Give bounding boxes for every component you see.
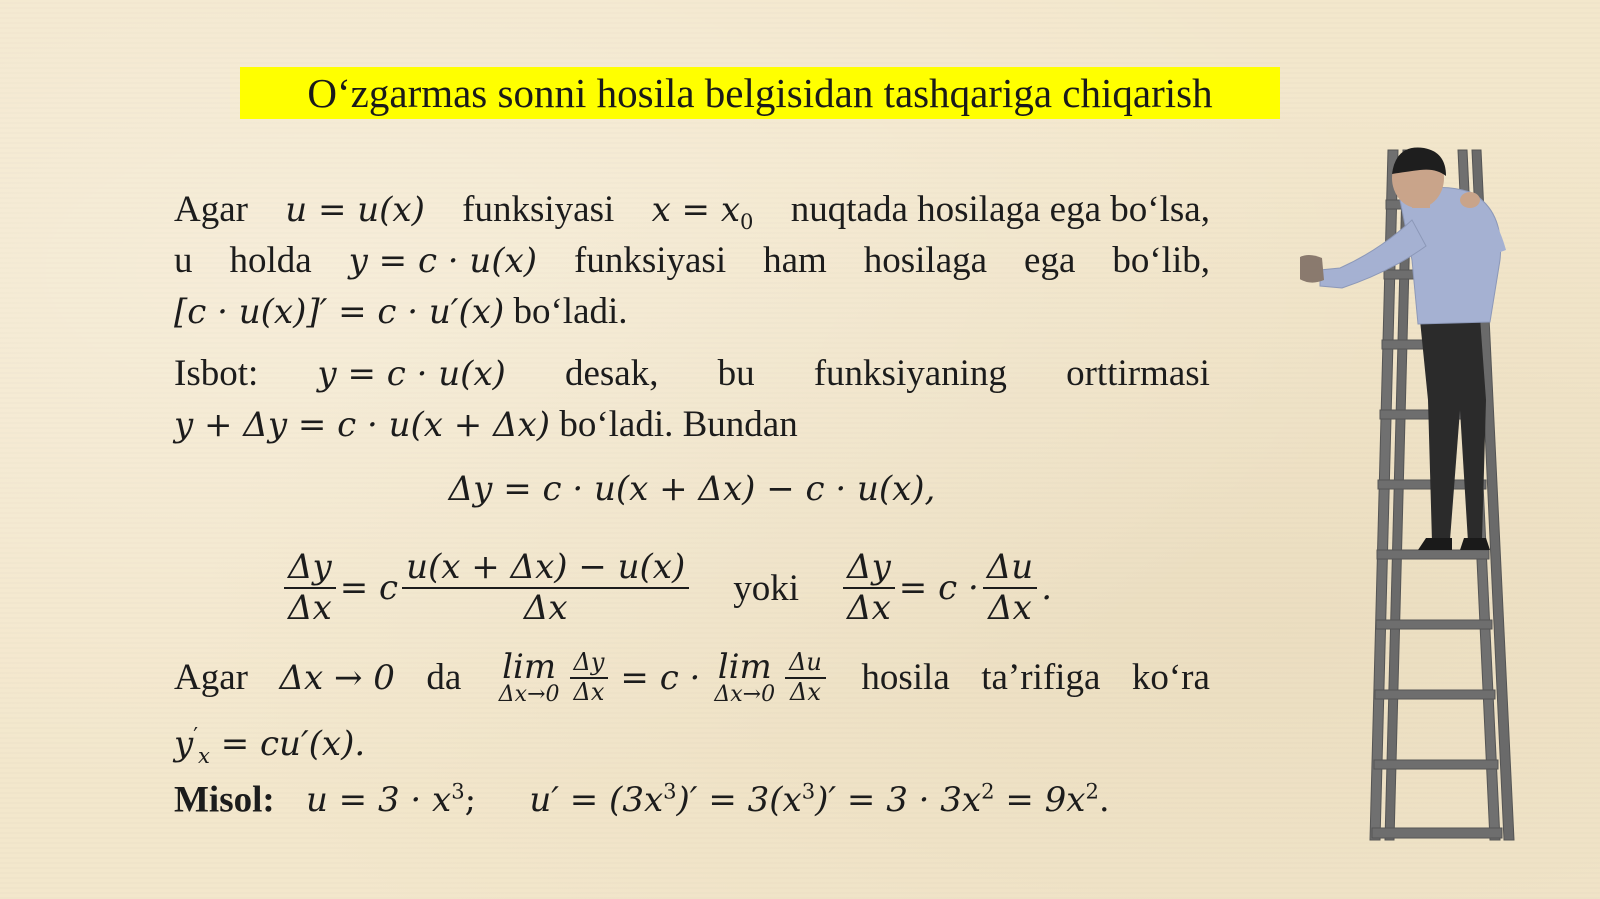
ex2-sup1: 3 — [663, 779, 677, 804]
formula-u-eq-ux: u = u(x) — [285, 190, 425, 230]
text-funksiyasi: funksiyasi — [462, 189, 615, 230]
prime: ′ — [193, 723, 199, 748]
fraction-denominator: Δx — [790, 678, 821, 706]
example-formula-2 — [529, 780, 1109, 820]
text-ega: ega — [1024, 240, 1076, 281]
equals-c-dot: = c · — [620, 658, 701, 698]
equation-fractions — [280, 540, 1100, 636]
ex1-sup: 3 — [451, 779, 465, 804]
example-line — [174, 768, 1210, 821]
fraction-dy-dx-2 — [843, 548, 895, 628]
text-u: u — [174, 240, 193, 281]
paragraph-line-5 — [174, 401, 1210, 449]
fraction-difference — [402, 548, 689, 628]
text-tarifiga: ta’rifiga — [981, 657, 1101, 698]
fraction-du-dx-small — [785, 649, 826, 706]
ex2-d: = 9x — [994, 780, 1086, 821]
fraction-denominator: Δx — [523, 588, 568, 628]
paragraph-line-1 — [174, 186, 1210, 234]
formula-y-eq-cux-2: y = c · u(x) — [317, 354, 506, 394]
formula-dx-to-zero: Δx → 0 — [279, 658, 395, 698]
text-boladi: bo‘ladi. — [513, 291, 628, 332]
formula-derivative-rule: [c · u(x)]′ = c · u′(x) — [174, 292, 505, 332]
text-agar: Agar — [174, 189, 248, 230]
paragraph-line-7 — [174, 712, 1210, 769]
paragraph-line-6 — [174, 640, 1210, 716]
fraction-denominator: Δx — [573, 678, 605, 706]
text-isbot: Isbot: — [174, 353, 259, 394]
example-label: Misol: — [174, 779, 275, 821]
formula-y-eq-cux: y = c · u(x) — [348, 241, 538, 281]
ex2-a: u′ = (3x — [529, 780, 664, 821]
fraction-denominator: Δx — [847, 588, 891, 628]
ex1-a: u = 3 · x — [305, 780, 452, 821]
equation-delta-y — [174, 465, 1210, 513]
text-holda: holda — [229, 240, 312, 281]
text-nuqtada: nuqtada hosilaga ega bo‘lsa, — [790, 189, 1210, 230]
text-yoki: yoki — [733, 567, 800, 609]
ex2-c: )′ = 3 · 3x — [815, 780, 982, 821]
fraction-numerator: Δy — [284, 548, 336, 589]
ex2-sup4: 2 — [1085, 779, 1099, 804]
fraction-numerator: Δu — [983, 548, 1037, 589]
fraction-numerator: Δy — [570, 649, 609, 679]
symbol-y: y — [174, 724, 194, 765]
ex2-e: . — [1098, 780, 1110, 821]
text-funksiyaning: funksiyaning — [813, 353, 1007, 394]
slide-title: O‘zgarmas sonni hosila belgisidan tashqariga chiqarish — [240, 67, 1280, 119]
fraction-denominator: Δx — [288, 588, 332, 628]
man-on-ladder-icon — [1300, 140, 1560, 860]
period: . — [1041, 568, 1053, 608]
limit-operator — [714, 647, 776, 707]
text-bu: bu — [717, 353, 755, 394]
equals-c: = c — [339, 568, 399, 608]
text-hosilaga: hosilaga — [863, 240, 988, 281]
ex2-b: )′ = 3(x — [676, 780, 802, 821]
paragraph-line-2 — [174, 237, 1210, 285]
example-formula-1 — [306, 780, 476, 820]
equation-delta-y-text: Δy = c · u(x + Δx) − c · u(x), — [448, 469, 936, 509]
fraction-denominator: Δx — [988, 588, 1032, 628]
lim-label: lim — [717, 647, 772, 687]
fraction-dy-dx-small — [570, 649, 609, 706]
fraction-numerator: Δy — [843, 548, 895, 589]
formula-x-eq: x = x — [651, 190, 741, 230]
fraction-du-dx — [983, 548, 1037, 628]
ex2-sup3: 2 — [981, 779, 995, 804]
text-kora: ko‘ra — [1131, 657, 1210, 698]
text-ham: ham — [763, 240, 827, 281]
formula-increment: y + Δy = c · u(x + Δx) — [174, 405, 551, 445]
limit-expression — [493, 649, 830, 706]
text-agar-2: Agar — [174, 657, 248, 698]
fraction-numerator: Δu — [785, 649, 826, 679]
lim-subscript: Δx→0 — [498, 682, 560, 707]
text-funksiyasi-2: funksiyasi — [574, 240, 727, 281]
fraction-dy-dx — [284, 548, 336, 628]
limit-operator — [498, 647, 560, 707]
subscript-x: x — [198, 743, 210, 769]
ex2-sup2: 3 — [801, 779, 816, 804]
paragraph-line-4 — [174, 350, 1210, 398]
formula-rest: = cu′(x). — [209, 724, 366, 765]
equals-c-dot: = c · — [898, 568, 979, 608]
text-da: da — [426, 657, 462, 698]
lim-label: lim — [502, 647, 557, 687]
text-hosila: hosila — [861, 657, 950, 698]
paragraph-line-3 — [174, 288, 1210, 336]
lim-subscript: Δx→0 — [714, 682, 776, 707]
text-orttirmasi: orttirmasi — [1066, 353, 1210, 394]
text-bolib: bo‘lib, — [1112, 240, 1210, 281]
text-boladi-bundan: bo‘ladi. Bundan — [559, 404, 798, 445]
subscript-zero: 0 — [740, 208, 754, 234]
formula-derivative-result — [174, 723, 366, 769]
text-desak: desak, — [564, 353, 659, 394]
fraction-numerator: u(x + Δx) − u(x) — [402, 548, 689, 589]
ex1-end: ; — [464, 780, 477, 821]
